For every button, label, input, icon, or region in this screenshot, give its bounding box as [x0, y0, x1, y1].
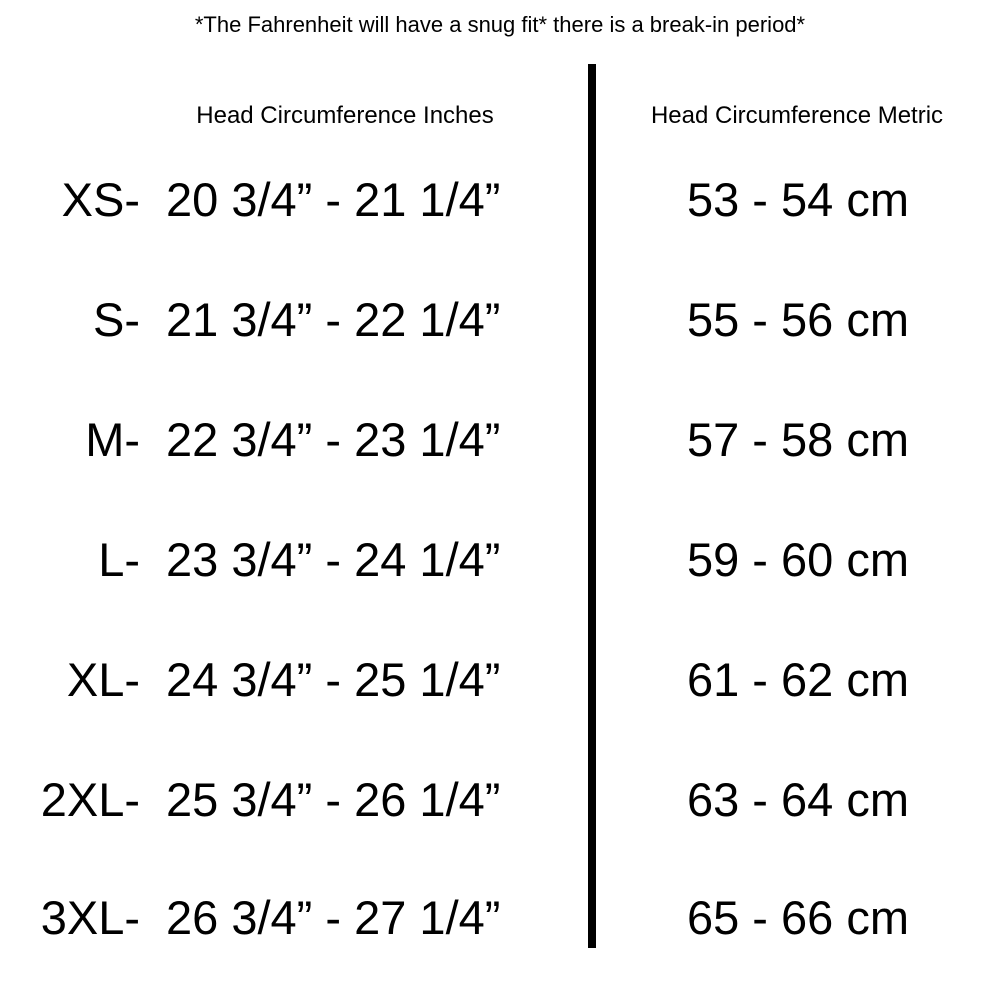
table-row	[0, 411, 1000, 469]
size-label-3xl: 3XL-	[40, 891, 140, 944]
table-row	[0, 291, 1000, 349]
size-label-s: S-	[93, 293, 140, 346]
metric-range-xs: 53 - 54 cm	[686, 173, 910, 226]
size-label-2xl: 2XL-	[40, 773, 140, 826]
table-row	[0, 651, 1000, 709]
inches-range-2xl: 25 3/4” - 26 1/4”	[166, 773, 501, 826]
table-row	[0, 771, 1000, 829]
inches-range-xs: 20 3/4” - 21 1/4”	[166, 173, 501, 226]
metric-range-xl: 61 - 62 cm	[686, 653, 910, 706]
size-label-xl: XL-	[66, 653, 140, 706]
metric-range-2xl: 63 - 64 cm	[686, 773, 910, 826]
table-row	[0, 889, 1000, 947]
table-row	[0, 171, 1000, 229]
size-label-xs: XS-	[61, 173, 140, 226]
inches-range-3xl: 26 3/4” - 27 1/4”	[166, 891, 501, 944]
table-row	[0, 531, 1000, 589]
inches-range-s: 21 3/4” - 22 1/4”	[166, 293, 501, 346]
inches-column-header: Head Circumference Inches	[196, 102, 494, 129]
inches-range-m: 22 3/4” - 23 1/4”	[166, 413, 501, 466]
fit-disclaimer-title: *The Fahrenheit will have a snug fit* there is a break-in period*	[194, 12, 806, 37]
metric-range-s: 55 - 56 cm	[686, 293, 910, 346]
metric-range-3xl: 65 - 66 cm	[686, 891, 910, 944]
metric-range-l: 59 - 60 cm	[686, 533, 910, 586]
inches-range-xl: 24 3/4” - 25 1/4”	[166, 653, 501, 706]
metric-column-header: Head Circumference Metric	[650, 102, 944, 129]
size-label-l: L-	[98, 533, 140, 586]
metric-range-m: 57 - 58 cm	[686, 413, 910, 466]
inches-range-l: 23 3/4” - 24 1/4”	[166, 533, 501, 586]
size-label-m: M-	[85, 413, 140, 466]
